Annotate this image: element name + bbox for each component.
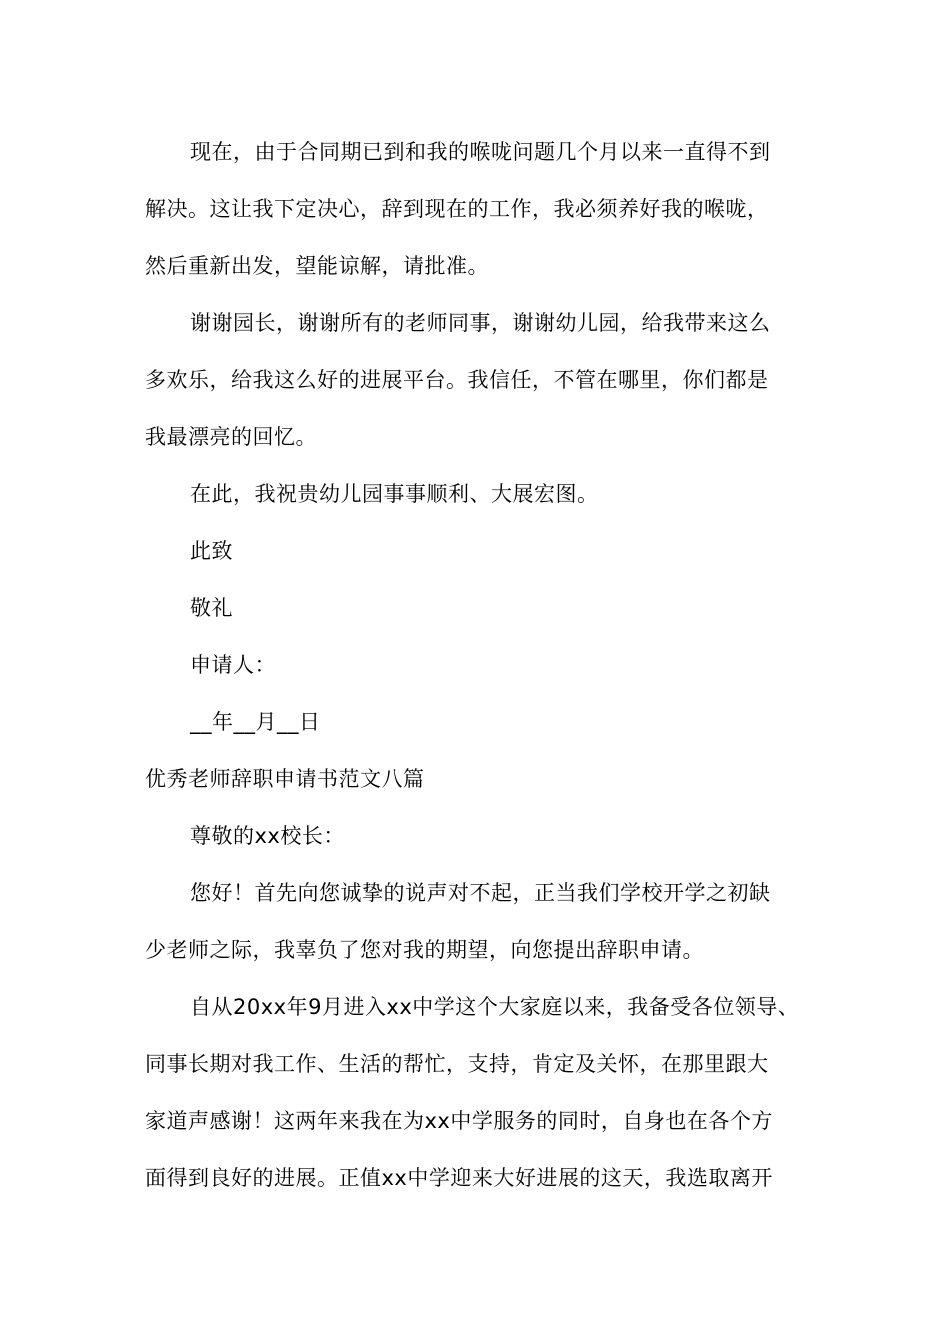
paragraph-line: 现在，由于合同期已到和我的喉咙问题几个月以来一直得不到 [190,140,771,164]
paragraph-line: 您好！首先向您诚挚的说声对不起，正当我们学校开学之初缺 [190,881,771,905]
paragraph-line: 我最漂亮的回忆。 [145,425,317,449]
paragraph-line: 家道声感谢！这两年来我在为xx中学服务的同时，自身也在各个方 [145,1109,773,1133]
paragraph-line: 然后重新出发，望能谅解，请批准。 [145,254,489,278]
closing-line: 此致 [190,539,233,563]
paragraph-line: 多欢乐，给我这么好的进展平台。我信任，不管在哪里，你们都是 [145,368,769,392]
paragraph-line: 面得到良好的进展。正值xx中学迎来大好进展的这天，我选取离开 [145,1166,773,1190]
paragraph-line: 解决。这让我下定决心，辞到现在的工作，我必须养好我的喉咙， [145,197,769,221]
closing-line: 敬礼 [190,596,233,620]
applicant-label: 申请人： [190,653,276,677]
paragraph-line: 同事长期对我工作、生活的帮忙，支持，肯定及关怀，在那里跟大 [145,1052,769,1076]
salutation: 尊敬的xx校长： [190,824,345,848]
paragraph-line: 谢谢园长，谢谢所有的老师同事，谢谢幼儿园，给我带来这么 [190,311,771,335]
paragraph-line: 自从20xx年9月进入xx中学这个大家庭以来，我备受各位领导、 [190,995,800,1019]
paragraph-line: 少老师之际，我辜负了您对我的期望，向您提出辞职申请。 [145,938,704,962]
section-title: 优秀老师辞职申请书范文八篇 [145,767,425,791]
paragraph-line: 在此，我祝贵幼儿园事事顺利、大展宏图。 [190,482,599,506]
date-line: __年__月__日 [190,710,321,734]
